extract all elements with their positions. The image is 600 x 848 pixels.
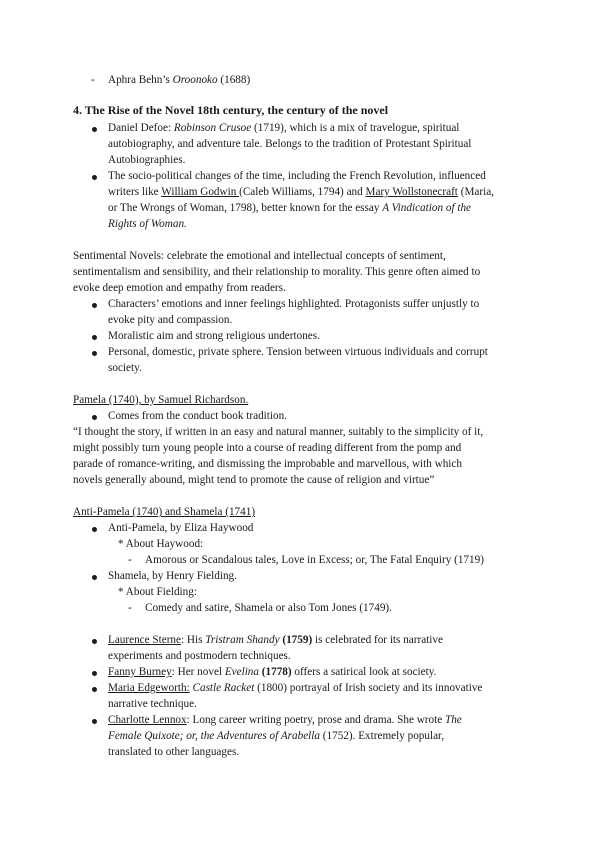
fielding-work: Comedy and satire, Shamela or also Tom Jones (1749). [145, 602, 392, 614]
bullet [92, 527, 97, 532]
dash-marker: - [91, 74, 95, 86]
defoe-line-2: autobiography, and adventure tale. Belongs to the tradition of Protestant Spiritual [108, 138, 472, 150]
pamela-quote-line-1: “I thought the story, if written in an easy and natural manner, suitably to the simplicity of it, [73, 426, 484, 438]
fielding-about: * About Fielding: [118, 586, 197, 598]
burney-line: Fanny Burney: Her novel Evelina (1778) offers a satirical look at society. [108, 666, 437, 678]
bullet [92, 335, 97, 340]
bullet [92, 415, 97, 420]
sentimental-line-2: sentimentalism and sensibility, and their relationship to morality. This genre often aimed to [73, 266, 481, 278]
pamela-item: Comes from the conduct book tradition. [108, 410, 287, 422]
pamela-heading: Pamela (1740), by Samuel Richardson. [73, 394, 249, 406]
wollstonecraft-link: Mary Wollstonecraft [365, 186, 458, 198]
sterne-line-1: Laurence Sterne: His Tristram Shandy (1759) is celebrated for its narrative [108, 634, 443, 646]
sentimental-line-3: evoke deep emotion and empathy from readers. [73, 282, 286, 294]
bullet [92, 303, 97, 308]
haywood-item: Anti-Pamela, by Eliza Haywood [108, 522, 254, 534]
sterne-line-2: experiments and postmodern techniques. [108, 650, 291, 662]
intro-item: Aphra Behn’s Oroonoko (1688) [108, 74, 251, 86]
bullet [92, 719, 97, 724]
bullet [92, 639, 97, 644]
defoe-line-3: Autobiographies. [108, 154, 186, 166]
bullet [92, 351, 97, 356]
lennox-line-1: Charlotte Lennox: Long career writing poetry, prose and drama. She wrote The [108, 714, 462, 726]
sentimental-item-1-line-1: Characters’ emotions and inner feelings highlighted. Protagonists suffer unjustly to [108, 298, 480, 310]
revolution-line-3: or The Wrongs of Woman, 1798), better known for the essay A Vindication of the [108, 202, 472, 214]
lennox-line-3: translated to other languages. [108, 746, 240, 758]
fielding-item: Shamela, by Henry Fielding. [108, 570, 237, 582]
pamela-quote-line-2: might possibly turn young people into a course of reading different from the pomp and [73, 442, 462, 454]
section-heading: 4. The Rise of the Novel 18th century, the century of the novel [73, 103, 389, 117]
pamela-quote-line-4: novels generally abound, might tend to promote the cause of religion and virtue” [73, 474, 435, 486]
bullet [92, 575, 97, 580]
anti-pamela-heading: Anti-Pamela (1740) and Shamela (1741) [73, 506, 256, 518]
pamela-quote-line-3: parade of romance-writing, and dismissing the improbable and marvellous, with which [73, 458, 462, 470]
edgeworth-line-1: Maria Edgeworth: Castle Racket (1800) portrayal of Irish society and its innovative [108, 682, 483, 694]
haywood-about: * About Haywood: [118, 538, 204, 550]
haywood-work: Amorous or Scandalous tales, Love in Excess; or, The Fatal Enquiry (1719) [145, 554, 484, 566]
bullet [92, 175, 97, 180]
sentimental-item-3-line-1: Personal, domestic, private sphere. Tension between virtuous individuals and corrupt [108, 346, 488, 358]
sentimental-item-3-line-2: society. [108, 362, 142, 374]
revolution-line-1: The socio-political changes of the time, including the French Revolution, influenced [108, 170, 486, 182]
dash-marker: - [128, 554, 132, 566]
bullet [92, 127, 97, 132]
godwin-link: William Godwin [161, 186, 240, 198]
lennox-line-2: Female Quixote; or, the Adventures of Arabella (1752). Extremely popular, [108, 730, 445, 742]
sentimental-item-1-line-2: evoke pity and compassion. [108, 314, 233, 326]
bullet [92, 687, 97, 692]
dash-marker: - [128, 602, 132, 614]
revolution-line-2: writers like William Godwin (Caleb Williams, 1794) and Mary Wollstonecraft (Maria, [108, 186, 494, 198]
edgeworth-line-2: narrative technique. [108, 698, 197, 710]
revolution-line-4: Rights of Woman. [108, 218, 187, 230]
defoe-line-1: Daniel Defoe: Robinson Crusoe (1719), which is a mix of travelogue, spiritual [108, 122, 460, 134]
sentimental-item-2: Moralistic aim and strong religious undertones. [108, 330, 320, 342]
sentimental-line-1: Sentimental Novels: celebrate the emotional and intellectual concepts of sentiment, [73, 250, 446, 262]
bullet [92, 671, 97, 676]
